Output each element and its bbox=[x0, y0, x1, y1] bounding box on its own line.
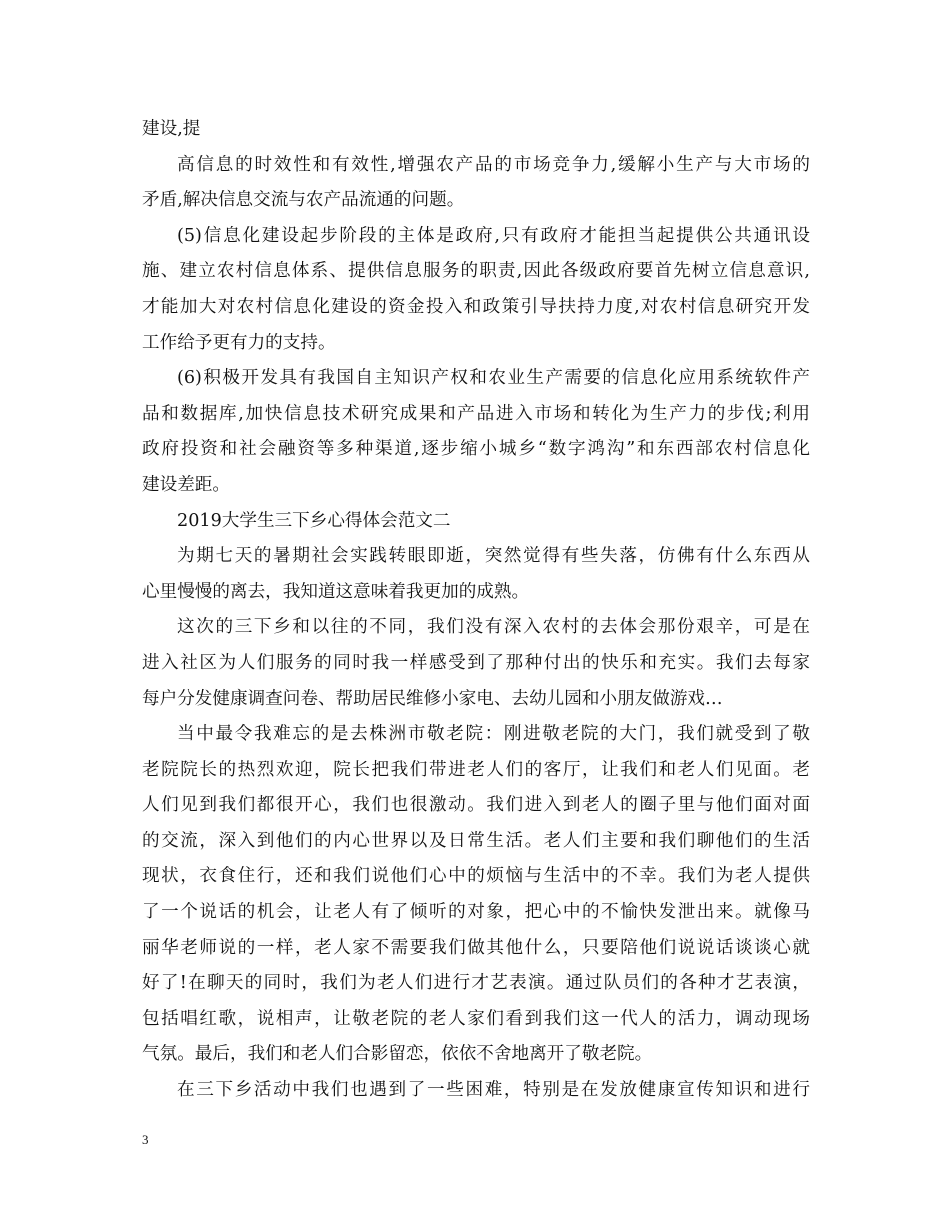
text-line: 人们见到我们都很开心，我们也很激动。我们进入到老人的圈子里与他们面对面 bbox=[142, 795, 810, 816]
text-line: 施、建立农村信息体系、提供信息服务的职责,因此各级政府要首先树立信息意识, bbox=[142, 261, 810, 282]
text-line: (5)信息化建设起步阶段的主体是政府,只有政府才能担当起提供公共通讯设 bbox=[177, 225, 810, 246]
text-line: 进入社区为人们服务的同时我一样感受到了那种付出的快乐和充实。我们去每家 bbox=[142, 652, 810, 673]
text-line: 建设,提 bbox=[142, 119, 201, 139]
text-line: 包括唱红歌，说相声，让敬老院的老人家们看到我们这一代人的活力，调动现场 bbox=[142, 1008, 810, 1029]
text-line: 矛盾,解决信息交流与农产品流通的问题。 bbox=[142, 190, 465, 211]
text-line: 政府投资和社会融资等多种渠道,逐步缩小城乡“数字鸿沟”和东西部农村信息化 bbox=[142, 439, 810, 460]
text-line: 现状，衣食住行，还和我们说他们心中的烦恼与生活中的不幸。我们为老人提供 bbox=[142, 866, 810, 887]
text-line: 当中最令我难忘的是去株洲市敬老院：刚进敬老院的大门，我们就受到了敬 bbox=[177, 724, 810, 745]
text-line: 心里慢慢的离去，我知道这意味着我更加的成熟。 bbox=[142, 581, 530, 602]
text-line: 每户分发健康调查问卷、帮助居民维修小家电、去幼儿园和小朋友做游戏… bbox=[142, 688, 723, 709]
text-line: 气氛。最后，我们和老人们合影留恋，依依不舍地离开了敬老院。 bbox=[142, 1044, 653, 1065]
text-line: 老院院长的热烈欢迎，院长把我们带进老人们的客厅，让我们和老人们见面。老 bbox=[142, 759, 810, 780]
text-line: 了一个说话的机会，让老人有了倾听的对象，把心中的不愉快发泄出来。就像马 bbox=[142, 902, 810, 923]
document-body bbox=[142, 112, 810, 1109]
text-line: 2019大学生三下乡心得体会范文二 bbox=[177, 510, 451, 531]
text-line: 丽华老师说的一样，老人家不需要我们做其他什么，只要陪他们说说话谈谈心就 bbox=[142, 937, 810, 958]
text-line: 在三下乡活动中我们也遇到了一些困难，特别是在发放健康宣传知识和进行 bbox=[177, 1080, 810, 1101]
text-line: (6)积极开发具有我国自主知识产权和农业生产需要的信息化应用系统软件产 bbox=[177, 368, 810, 389]
text-line: 高信息的时效性和有效性,增强农产品的市场竞争力,缓解小生产与大市场的 bbox=[177, 154, 810, 175]
page-number: 3 bbox=[142, 1132, 149, 1147]
text-line: 建设差距。 bbox=[142, 474, 230, 495]
text-line: 工作给予更有力的支持。 bbox=[142, 332, 336, 353]
text-line: 为期七天的暑期社会实践转眼即逝，突然觉得有些失落，仿佛有什么东西从 bbox=[177, 546, 810, 567]
text-line: 好了!在聊天的同时，我们为老人们进行才艺表演。通过队员们的各种才艺表演， bbox=[142, 973, 810, 994]
text-line: 品和数据库,加快信息技术研究成果和产品进入市场和转化为生产力的步伐;利用 bbox=[142, 403, 810, 424]
text-line: 这次的三下乡和以往的不同，我们没有深入农村的去体会那份艰辛，可是在 bbox=[177, 617, 810, 638]
text-line: 才能加大对农村信息化建设的资金投入和政策引导扶持力度,对农村信息研究开发 bbox=[142, 296, 810, 317]
text-line: 的交流，深入到他们的内心世界以及日常生活。老人们主要和我们聊他们的生活 bbox=[142, 830, 810, 851]
